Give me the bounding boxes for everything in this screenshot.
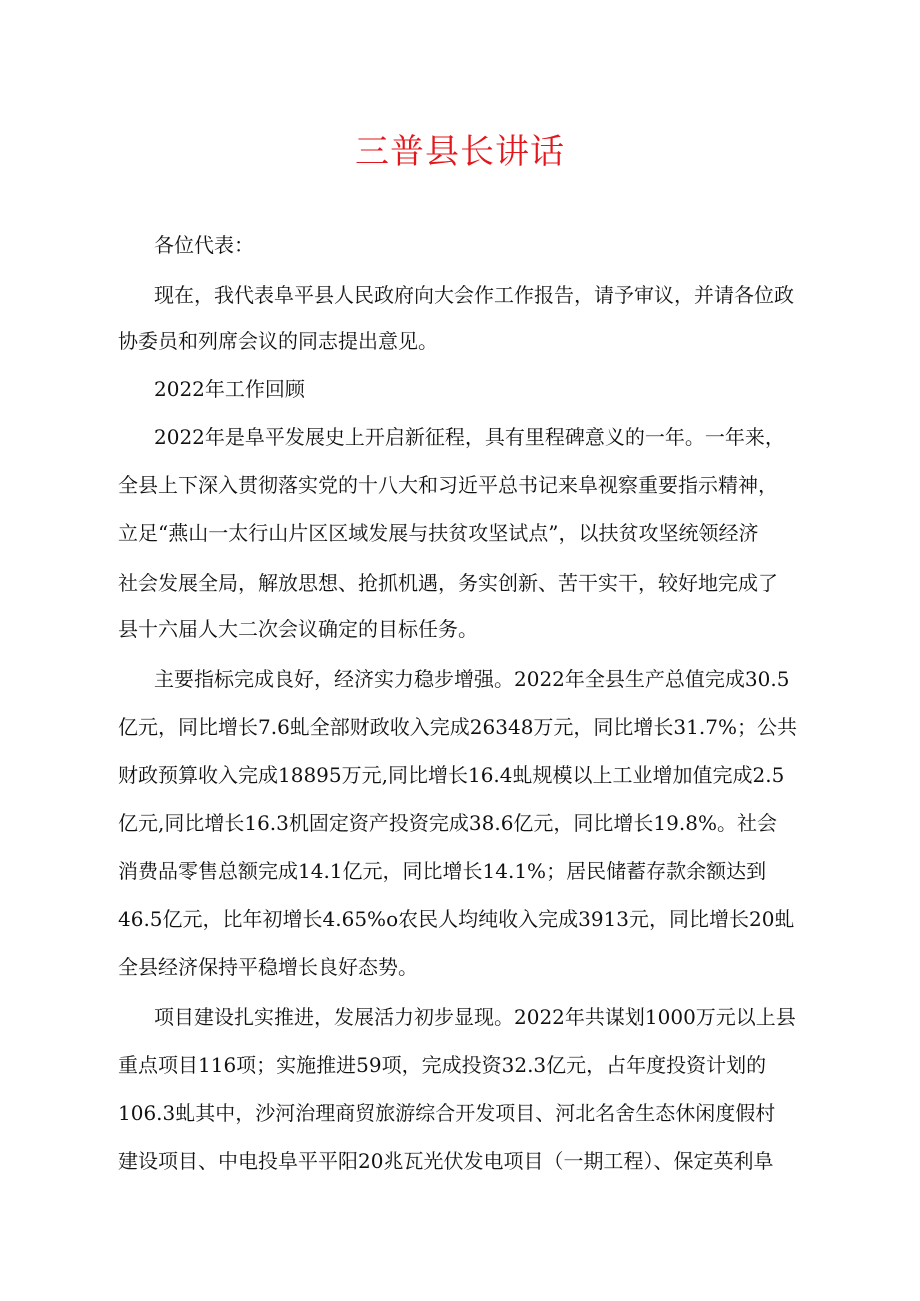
document-title: 三普县长讲话: [355, 132, 565, 172]
paragraph-line: 亿元,同比增长16.3机固定资产投资完成38.6亿元，同比增长19.8%。社会: [118, 811, 777, 835]
paragraph-line: 协委员和列席会议的同志提出意见。: [118, 329, 438, 353]
paragraph-line: 消费品零售总额完成14.1亿元，同比增长14.1%；居民储蓄存款余额达到: [118, 859, 767, 883]
paragraph-line: 立足“燕山一太行山片区区域发展与扶贫攻坚试点”，以扶贫攻坚统领经济: [118, 521, 759, 545]
section-heading: 2022年工作回顾: [154, 377, 305, 401]
paragraph-line: 46.5亿元，比年初增长4.65%o农民人均纯收入完成3913元，同比增长20虬: [118, 907, 795, 931]
paragraph-line: 全县经济保持平稳增长良好态势。: [118, 955, 418, 979]
paragraph-line: 财政预算收入完成18895万元,同比增长16.4虬规模以上工业增加值完成2.5: [118, 763, 785, 787]
salutation-line: 各位代表：: [154, 233, 254, 257]
paragraph-line: 项目建设扎实推进，发展活力初步显现。2022年共谋划1000万元以上县: [154, 1005, 796, 1029]
paragraph-line: 建设项目、中电投阜平平阳20兆瓦光伏发电项目（一期工程）、保定英利阜: [118, 1149, 774, 1173]
paragraph-line: 社会发展全局，解放思想、抢抓机遇，务实创新、苦干实干，较好地完成了: [118, 571, 778, 595]
paragraph-line: 县十六届人大二次会议确定的目标任务。: [118, 617, 478, 641]
paragraph-line: 全县上下深入贯彻落实党的十八大和习近平总书记来阜视察重要指示精神，: [118, 473, 778, 497]
paragraph-line: 106.3虬其中，沙河治理商贸旅游综合开发项目、河北名舍生态休闲度假村: [118, 1101, 776, 1125]
paragraph-line: 现在，我代表阜平县人民政府向大会作工作报告，请予审议，并请各位政: [154, 283, 794, 307]
paragraph-line: 2022年是阜平发展史上开启新征程，具有里程碑意义的一年。一年来，: [154, 425, 785, 449]
paragraph-line: 亿元，同比增长7.6虬全部财政收入完成26348万元，同比增长31.7%；公共: [118, 715, 797, 739]
paragraph-line: 主要指标完成良好，经济实力稳步增强。2022年全县生产总值完成30.5: [154, 667, 790, 691]
paragraph-line: 重点项目116项；实施推进59项，完成投资32.3亿元，占年度投资计划的: [118, 1053, 767, 1077]
